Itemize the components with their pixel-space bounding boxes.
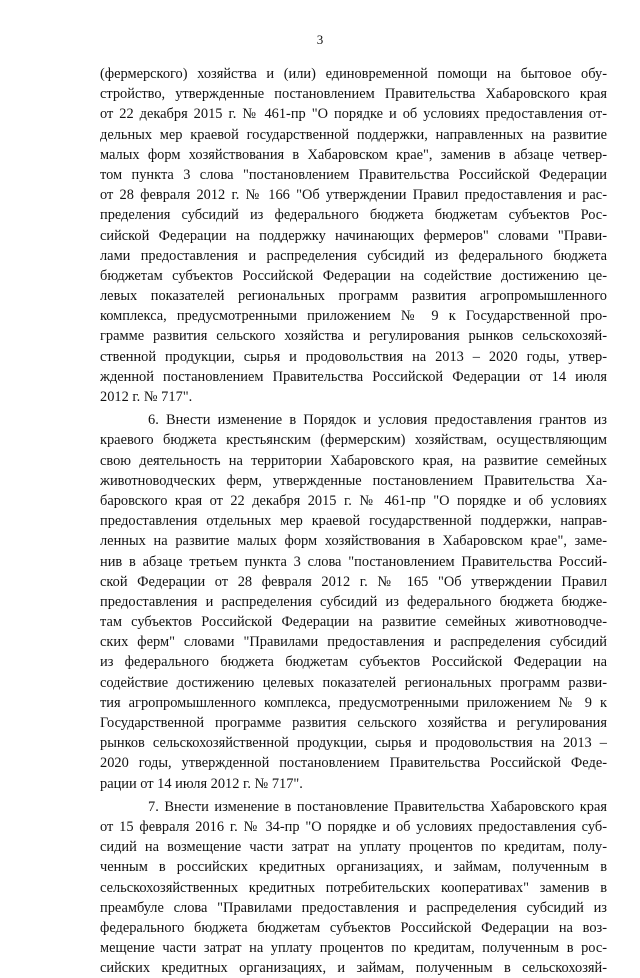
paragraph-continuation — [100, 64, 607, 407]
text-line: там субъектов Российской Федерации на развитие семейных животноводче- — [100, 614, 607, 631]
text-line: сельскохозяйственных кредитных потребительских кооперативах" заменив в — [100, 879, 607, 896]
text-line: содействие достижению целевых показателей региональных программ разви- — [100, 674, 607, 691]
text-line: лами предоставления и распределения субсидий из федерального бюджета — [100, 247, 607, 264]
paragraph-item-7 — [100, 797, 607, 978]
text-line: федерального бюджета бюджетам субъектов Российской Федерации на воз- — [100, 919, 607, 936]
text-line: рынков сельскохозяйственной продукции, сырья и продовольствия на 2013 – — [100, 735, 607, 752]
text-line: свою деятельность на территории Хабаровского края, на развитие семейных — [100, 452, 607, 469]
text-line: дельных мер краевой государственной поддержки, направленных на развитие — [100, 126, 607, 143]
text-line: 2012 г. № 717". — [100, 389, 193, 405]
text-line: краевого бюджета крестьянским (фермерским) хозяйствам, осуществляющим — [100, 432, 607, 449]
text-line: животноводческих ферм, утвержденные постановлением Правительства Ха- — [100, 472, 607, 489]
text-line: от 28 февраля 2012 г. № 166 "Об утверждении Правил предоставления и рас- — [100, 187, 607, 204]
text-line: комплекса, предусмотренными приложением № 9 к Государственной про- — [100, 308, 607, 325]
text-line: жденной постановлением Правительства Российской Федерации от 14 июля — [100, 368, 607, 385]
text-line: грамме развития сельского хозяйства и регулирования рынков сельскохозяй- — [100, 328, 607, 345]
text-line: 7. Внести изменение в постановление Правительства Хабаровского края — [148, 798, 607, 815]
text-line: ских ферм" словами "Правилами предоставления и распределения субсидий — [100, 634, 607, 651]
text-line: сийских кредитных организациях, и займам, полученным в сельскохозяй- — [100, 960, 607, 977]
text-line: предоставления и распределения субсидий из федерального бюджета бюдже- — [100, 593, 607, 610]
text-line: (фермерского) хозяйства и (или) единовременной помощи на бытовое обу- — [100, 66, 607, 82]
text-line: из федерального бюджета бюджетам субъектов Российской Федерации на — [100, 654, 607, 671]
text-line: ленных на развитие малых форм хозяйствования в Хабаровском крае", заме- — [100, 533, 607, 550]
text-line: сийской Федерации на поддержку начинающих фермеров" словами "Прави- — [100, 227, 607, 244]
text-line: Государственной программе развития сельского хозяйства и регулирования — [100, 715, 607, 731]
text-line: 6. Внести изменение в Порядок и условия предоставления грантов из — [148, 412, 607, 429]
text-line: том пункта 3 слова "постановлением Правительства Российской Федерации — [100, 166, 607, 183]
text-line: 2020 годы, утвержденной постановлением Правительства Российской Феде- — [100, 755, 607, 772]
text-line: ченным в российских кредитных организациях, и займам, полученным в — [100, 859, 607, 876]
text-line: тия агропромышленного комплекса, предусмотренными приложением № 9 к — [100, 694, 607, 711]
text-line: стройство, утвержденные постановлением Правительства Хабаровского края — [100, 86, 607, 103]
text-line: ской Федерации от 28 февраля 2012 г. № 165 "Об утверждении Правил — [100, 573, 607, 590]
text-line: сидий на возмещение части затрат на уплату процентов по кредитам, полу- — [100, 839, 607, 856]
text-line: ственной продукции, сырья и продовольствия на 2013 – 2020 годы, утвер- — [100, 348, 607, 365]
text-line: нив в абзаце третьем пункта 3 слова "постановлением Правительства Россий- — [100, 553, 607, 570]
text-line: рации от 14 июля 2012 г. № 717". — [100, 775, 303, 792]
page-number: 3 — [316, 32, 324, 47]
text-line: мещение части затрат на уплату процентов по кредитам, полученным в рос- — [100, 940, 607, 957]
text-line: от 22 декабря 2015 г. № 461-пр "О порядке и об условиях предоставления от- — [100, 106, 607, 123]
text-line: от 15 февраля 2016 г. № 34-пр "О порядке и об условиях предоставления суб- — [100, 818, 607, 835]
text-line: предоставления отдельных мер краевой государственной поддержки, направ- — [100, 513, 607, 530]
text-line: бюджетам субъектов Российской Федерации на содействие достижению це- — [100, 267, 607, 284]
text-line: левых показателей региональных программ развития агропромышленного — [100, 288, 607, 305]
text-line: малых форм хозяйствования в Хабаровском крае", заменив в абзаце четвер- — [100, 146, 607, 163]
text-line: баровского края от 22 декабря 2015 г. № 461-пр "О порядке и об условиях — [100, 492, 607, 509]
text-line: пределения субсидий из федерального бюджета бюджетам субъектов Рос- — [100, 207, 607, 224]
body-text — [100, 64, 607, 978]
text-line: преамбуле слова "Правилами предоставления и распределения субсидий из — [100, 899, 607, 916]
paragraph-item-6 — [100, 410, 607, 794]
